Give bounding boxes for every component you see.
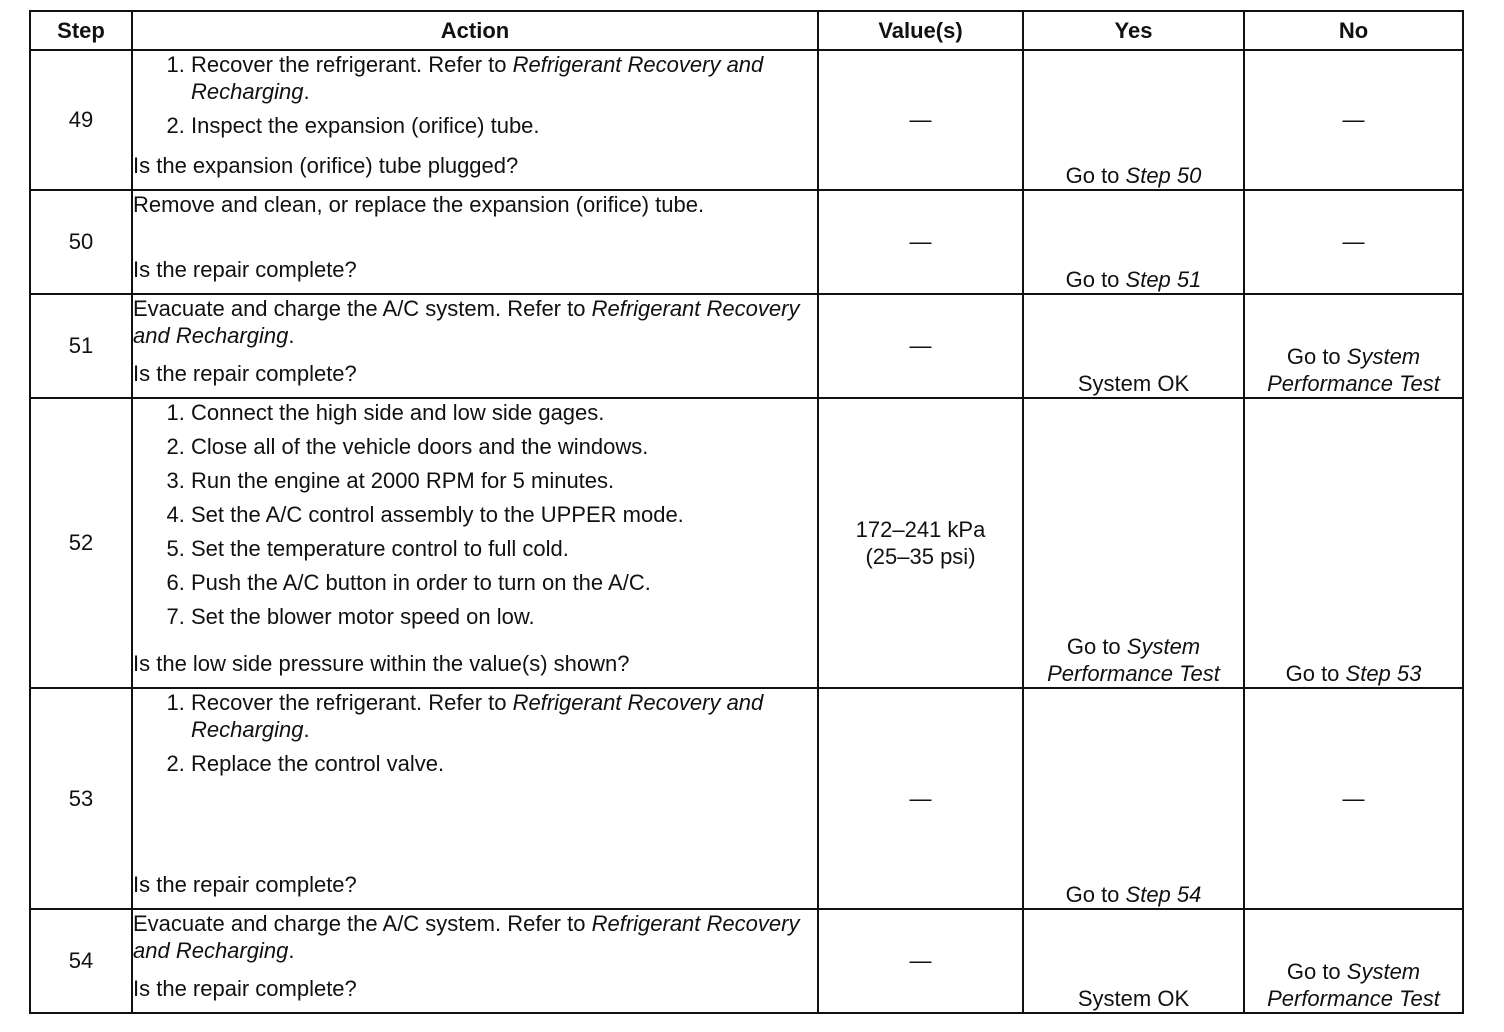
header-yes: Yes bbox=[1023, 11, 1244, 50]
yes-cell: Go to Step 51 bbox=[1023, 190, 1244, 294]
value-kpa: 172–241 kPa bbox=[855, 517, 986, 542]
action-cell bbox=[132, 294, 818, 398]
action-question: Is the repair complete? bbox=[133, 872, 357, 897]
reference-link: System bbox=[1346, 959, 1421, 984]
reference-link: Refrigerant Recovery and Recharging bbox=[191, 690, 764, 742]
action-step: 7. Set the blower motor speed on low. bbox=[191, 603, 817, 630]
value-cell: — bbox=[818, 688, 1023, 909]
action-question: Is the low side pressure within the value(s) shown? bbox=[133, 651, 630, 676]
value-cell: — bbox=[818, 294, 1023, 398]
action-step: 1. Recover the refrigerant. Refer to Refrigerant Recovery and Recharging. bbox=[191, 689, 817, 743]
value-cell bbox=[818, 398, 1023, 688]
reference-link: Performance Test bbox=[1047, 661, 1220, 686]
action-steps bbox=[133, 399, 817, 637]
action-cell bbox=[132, 688, 818, 909]
action-step: 3. Run the engine at 2000 RPM for 5 minutes. bbox=[191, 467, 817, 494]
action-step: 6. Push the A/C button in order to turn on the A/C. bbox=[191, 569, 817, 596]
step-number: 52 bbox=[30, 398, 132, 688]
table-row-54 bbox=[30, 909, 1463, 1013]
table-row-52 bbox=[30, 398, 1463, 688]
header-no: No bbox=[1244, 11, 1463, 50]
action-step: 2. Close all of the vehicle doors and the windows. bbox=[191, 433, 817, 460]
action-question: Is the repair complete? bbox=[133, 361, 357, 386]
step-number: 51 bbox=[30, 294, 132, 398]
yes-cell: Go to Step 50 bbox=[1023, 50, 1244, 190]
reference-link: Step 53 bbox=[1345, 661, 1422, 686]
value-cell: — bbox=[818, 909, 1023, 1013]
no-cell: Go to Step 53 bbox=[1244, 398, 1463, 688]
yes-cell: System OK bbox=[1023, 294, 1244, 398]
action-cell bbox=[132, 190, 818, 294]
reference-link: Step 54 bbox=[1125, 882, 1202, 907]
header-step: Step bbox=[30, 11, 132, 50]
action-step: 4. Set the A/C control assembly to the UPPER mode. bbox=[191, 501, 817, 528]
action-cell bbox=[132, 50, 818, 190]
reference-link: Performance Test bbox=[1267, 986, 1440, 1011]
action-steps bbox=[133, 51, 817, 146]
action-cell bbox=[132, 909, 818, 1013]
action-question: Is the expansion (orifice) tube plugged? bbox=[133, 153, 519, 178]
action-text: Evacuate and charge the A/C system. Refer to Refrigerant Recovery and Recharging. bbox=[133, 296, 800, 348]
action-step: 5. Set the temperature control to full cold. bbox=[191, 535, 817, 562]
yes-cell: Go to Step 54 bbox=[1023, 688, 1244, 909]
header-values: Value(s) bbox=[818, 11, 1023, 50]
header-action: Action bbox=[132, 11, 818, 50]
reference-link: Performance Test bbox=[1267, 371, 1440, 396]
action-step: 2. Replace the control valve. bbox=[191, 750, 817, 777]
table-row-51 bbox=[30, 294, 1463, 398]
yes-cell: Go to System Performance Test bbox=[1023, 398, 1244, 688]
step-number: 50 bbox=[30, 190, 132, 294]
no-cell: — bbox=[1244, 688, 1463, 909]
no-cell: Go to System Performance Test bbox=[1244, 909, 1463, 1013]
value-cell: — bbox=[818, 50, 1023, 190]
action-question: Is the repair complete? bbox=[133, 257, 357, 282]
reference-link: Refrigerant Recovery and Recharging bbox=[133, 296, 800, 348]
action-cell bbox=[132, 398, 818, 688]
step-number: 49 bbox=[30, 50, 132, 190]
reference-link: Refrigerant Recovery and Recharging bbox=[133, 911, 800, 963]
no-cell: — bbox=[1244, 190, 1463, 294]
value-cell: — bbox=[818, 190, 1023, 294]
action-text: Remove and clean, or replace the expansion (orifice) tube. bbox=[133, 192, 705, 217]
action-step: 2. Inspect the expansion (orifice) tube. bbox=[191, 112, 817, 139]
action-question: Is the repair complete? bbox=[133, 976, 357, 1001]
action-steps bbox=[133, 689, 817, 784]
reference-link: Step 50 bbox=[1125, 163, 1202, 188]
header-row bbox=[30, 11, 1463, 50]
action-step: 1. Recover the refrigerant. Refer to Refrigerant Recovery and Recharging. bbox=[191, 51, 817, 105]
value-psi: (25–35 psi) bbox=[865, 544, 976, 569]
reference-link: Refrigerant Recovery and Recharging bbox=[191, 52, 764, 104]
step-number: 54 bbox=[30, 909, 132, 1013]
action-step: 1. Connect the high side and low side gages. bbox=[191, 399, 817, 426]
table-row-49 bbox=[30, 50, 1463, 190]
yes-cell: System OK bbox=[1023, 909, 1244, 1013]
diagnostic-table bbox=[29, 10, 1464, 1014]
action-text: Evacuate and charge the A/C system. Refer to Refrigerant Recovery and Recharging. bbox=[133, 911, 800, 963]
no-cell: Go to System Performance Test bbox=[1244, 294, 1463, 398]
table-row-50 bbox=[30, 190, 1463, 294]
table-row-53 bbox=[30, 688, 1463, 909]
reference-link: System bbox=[1346, 344, 1421, 369]
step-number: 53 bbox=[30, 688, 132, 909]
reference-link: System bbox=[1126, 634, 1201, 659]
reference-link: Step 51 bbox=[1125, 267, 1202, 292]
no-cell: — bbox=[1244, 50, 1463, 190]
